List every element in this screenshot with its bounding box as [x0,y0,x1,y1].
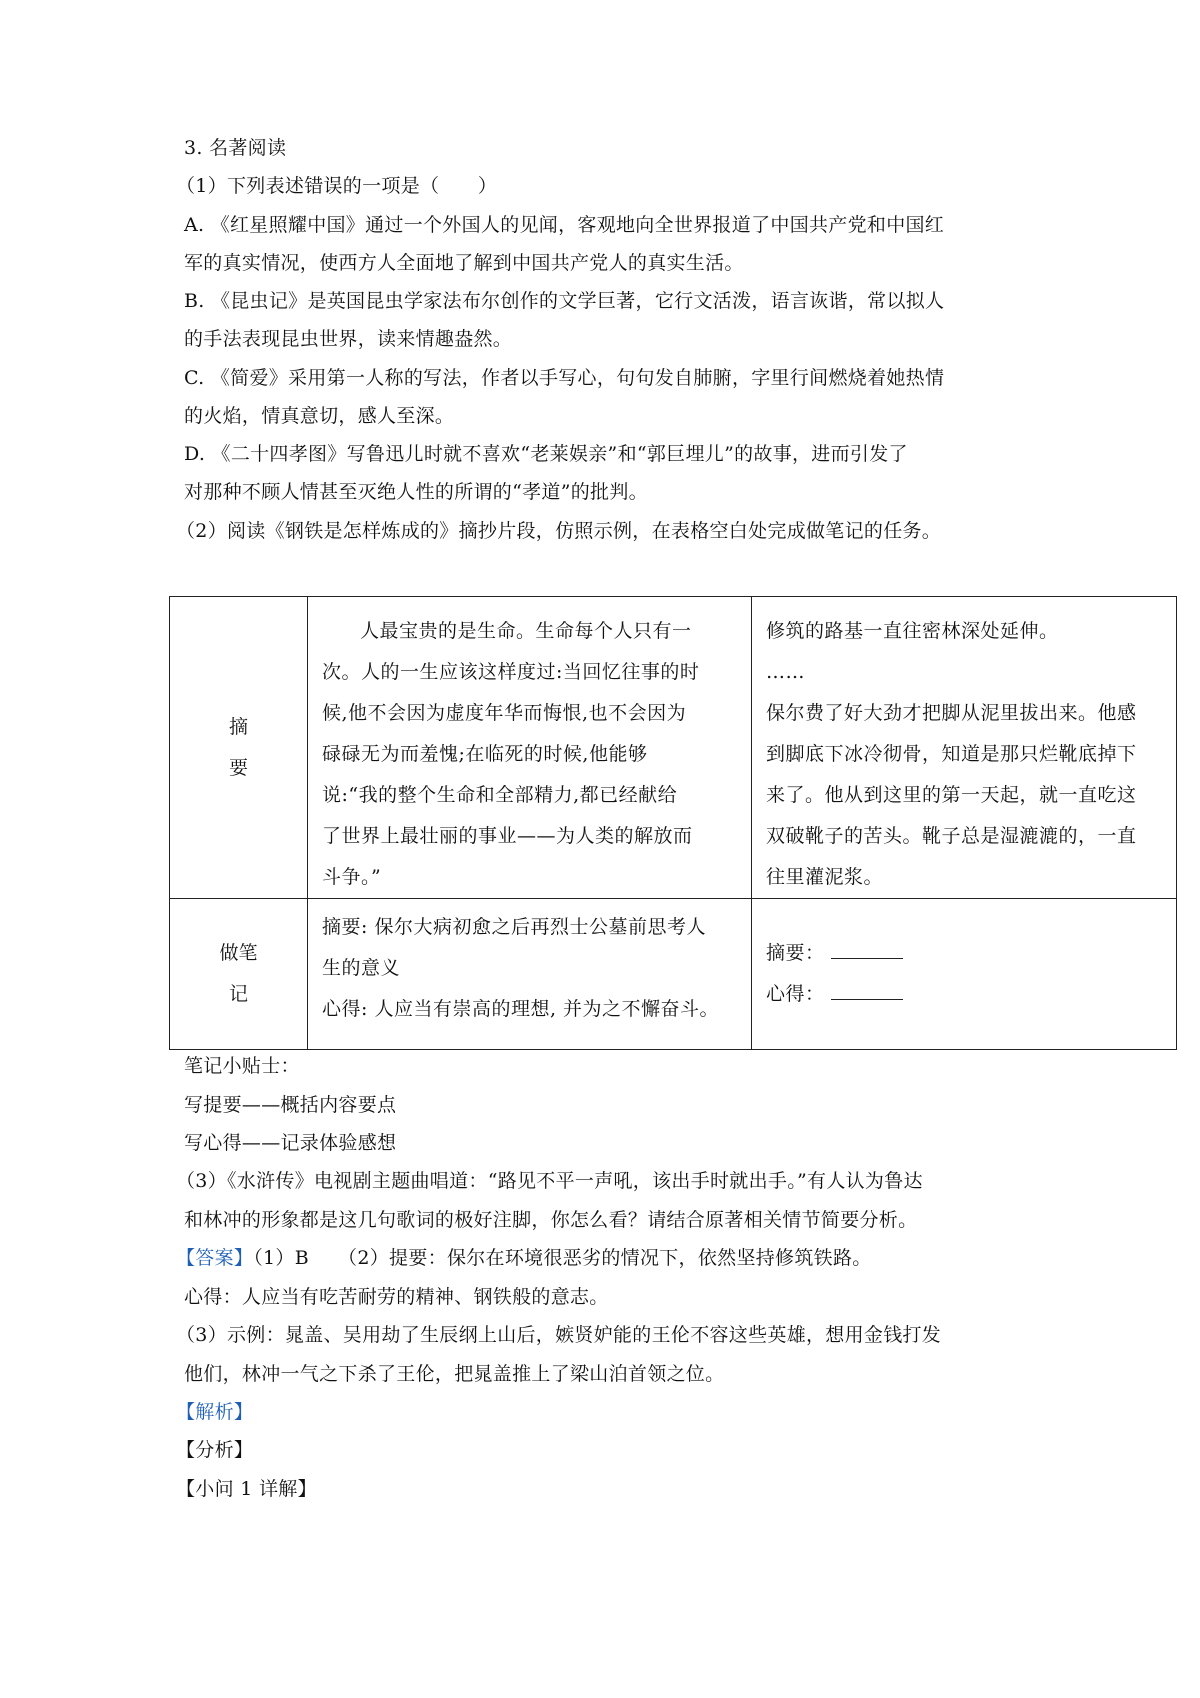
option-c-line2: 的火焰，情真意切，感人至深。 [184,405,455,427]
option-b-line2: 的手法表现昆虫世界，读来情趣盎然。 [184,328,513,350]
table-row [170,899,1177,1050]
part3-line2: 和林冲的形象都是这几句歌词的极好注脚，你怎么看？请结合原著相关情节简要分析。 [184,1209,918,1231]
tip-1: 写提要——概括内容要点 [184,1094,397,1116]
excerpt1-line: 斗争。” [322,866,382,888]
excerpt2-line: 保尔费了好大劲才把脚从泥里拔出来。他感 [766,702,1137,724]
question-title: 3. 名著阅读 [184,137,287,159]
excerpt1-line: 次。人的一生应该这样度过:当回忆往事的时 [322,661,700,683]
excerpt2-line: 双破靴子的苦头。靴子总是湿漉漉的，一直 [766,825,1137,847]
option-d-line2: 对那种不顾人情甚至灭绝人性的所谓的“孝道”的批判。 [184,481,648,503]
excerpt2-line: 来了。他从到这里的第一天起，就一直吃这 [766,784,1137,806]
notes-table [169,596,1177,1050]
insight-blank [831,981,903,1000]
tip-2: 写心得——记录体验感想 [184,1132,397,1154]
answer-line1 [176,1246,872,1270]
part2-prompt: （2）阅读《钢铁是怎样炼成的》摘抄片段，仿照示例，在表格空白处完成做笔记的任务。 [176,520,942,542]
option-a-line1: A. 《红星照耀中国》通过一个外国人的见闻，客观地向全世界报道了中国共产党和中国红 [184,214,945,236]
row1-label-b: 要 [228,756,248,779]
excerpt1-line: 说:“我的整个生命和全部精力,都已经献给 [322,784,678,806]
tips-title: 笔记小贴士： [184,1055,300,1077]
note2-summary-label: 摘要： [766,942,825,964]
note1-line: 生的意义 [322,957,401,979]
answer-line2: 心得：人应当有吃苦耐劳的精神、钢铁般的意志。 [184,1286,609,1308]
answer-line4: 他们，林冲一气之下杀了王伦，把晁盖推上了梁山泊首领之位。 [184,1363,725,1385]
row2-label-b: 记 [228,983,248,1005]
table-row [170,597,1177,899]
option-c-line1: C. 《简爱》采用第一人称的写法，作者以手写心，句句发自肺腑，字里行间燃烧着她热情 [184,367,945,389]
excerpt1-cell [308,597,752,899]
row2-label-cell [170,899,308,1050]
note1-line: 心得: 人应当有崇高的理想, 并为之不懈奋斗。 [322,998,720,1020]
excerpt1-line: 候,他不会因为虚度年华而悔恨,也不会因为 [322,702,687,724]
option-a-line2: 军的真实情况，使西方人全面地了解到中国共产党人的真实生活。 [184,252,744,274]
part3-line1: （3）《水浒传》电视剧主题曲唱道：“路见不平一声吼，该出手时就出手。”有人认为鲁达 [176,1170,923,1192]
excerpt2-line: 修筑的路基一直往密林深处延伸。 [766,620,1059,642]
excerpt1-line: 人最宝贵的是生命。生命每个人只有一 [360,620,692,642]
excerpt1-line: 了世界上最壮丽的事业——为人类的解放而 [322,825,693,847]
note2-cell [752,899,1177,1050]
excerpt2-line: 到脚底下冰冷彻骨，知道是那只烂靴底掉下 [766,743,1137,765]
excerpt2-cell [752,597,1177,899]
row1-label-cell [170,597,308,899]
part1-prompt: （1）下列表述错误的一项是（ ） [176,175,498,197]
summary-blank [831,940,903,959]
answer-tag: 【答案】 [176,1247,254,1269]
note1-line: 摘要: 保尔大病初愈之后再烈士公墓前思考人 [322,916,706,938]
answer-line1-text: （1）B （2）提要：保尔在环境很恶劣的情况下，依然坚持修筑铁路。 [253,1247,872,1269]
note2-insight-label: 心得： [766,983,825,1005]
option-d-line1: D. 《二十四孝图》写鲁迅儿时就不喜欢“老莱娱亲”和“郭巨埋儿”的故事，进而引发了 [184,443,908,465]
excerpt1-line: 碌碌无为而羞愧;在临死的时候,他能够 [322,743,648,765]
analysis-sub2: 【小问 1 详解】 [176,1478,317,1500]
note1-cell [308,899,752,1050]
option-b-line1: B. 《昆虫记》是英国昆虫学家法布尔创作的文学巨著，它行文活泼，语言诙谐，常以拟人 [184,290,945,312]
answer-line3: （3）示例：晁盖、吴用劫了生辰纲上山后，嫉贤妒能的王伦不容这些英雄，想用金钱打发 [176,1324,942,1346]
analysis-tag: 【解析】 [176,1401,254,1423]
excerpt2-line: 往里灌泥浆。 [766,866,884,888]
row2-label-a: 做笔 [219,942,258,964]
row1-label-a: 摘 [228,715,248,738]
excerpt2-line: …… [766,661,805,683]
analysis-sub1: 【分析】 [176,1439,254,1461]
